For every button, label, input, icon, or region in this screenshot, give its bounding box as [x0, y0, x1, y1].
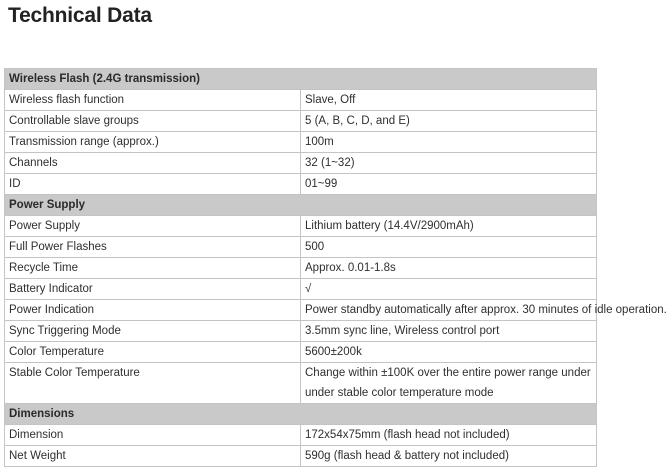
- spec-value: 5600±200k: [301, 342, 597, 363]
- table-row: [5, 363, 597, 404]
- spec-value: Approx. 0.01-1.8s: [301, 258, 597, 279]
- spec-value: Change within ±100K over the entire power range under under stable color temperature mode: [301, 363, 597, 404]
- section-header-power-supply: [5, 195, 597, 216]
- table-row: [5, 153, 597, 174]
- spec-value: 32 (1~32): [301, 153, 597, 174]
- section-header-dimensions: [5, 404, 597, 425]
- spec-value: Lithium battery (14.4V/2900mAh): [301, 216, 597, 237]
- spec-label: Net Weight: [5, 446, 301, 467]
- spec-value: 01~99: [301, 174, 597, 195]
- spec-label: Controllable slave groups: [5, 111, 301, 132]
- spec-label: Dimension: [5, 425, 301, 446]
- spec-value: 100m: [301, 132, 597, 153]
- spec-value: √: [301, 279, 597, 300]
- spec-label: Full Power Flashes: [5, 237, 301, 258]
- table-row: [5, 216, 597, 237]
- spec-value: 3.5mm sync line, Wireless control port: [301, 321, 597, 342]
- table-row: [5, 446, 597, 467]
- table-row: [5, 132, 597, 153]
- spec-value: Power standby automatically after approx. 30 minutes of idle operation.: [301, 300, 597, 321]
- spec-label: Sync Triggering Mode: [5, 321, 301, 342]
- section-header-wireless-flash: [5, 69, 597, 90]
- table-row: [5, 111, 597, 132]
- spec-label: Stable Color Temperature: [5, 363, 301, 404]
- spec-label: Battery Indicator: [5, 279, 301, 300]
- table-row: [5, 300, 597, 321]
- spec-label: Channels: [5, 153, 301, 174]
- section-heading: Wireless Flash (2.4G transmission): [5, 69, 597, 90]
- spec-value: 590g (flash head & battery not included): [301, 446, 597, 467]
- spec-label: Color Temperature: [5, 342, 301, 363]
- spec-label: Transmission range (approx.): [5, 132, 301, 153]
- table-row: [5, 342, 597, 363]
- page-title: Technical Data: [8, 4, 152, 27]
- spec-value: 500: [301, 237, 597, 258]
- table-row: [5, 237, 597, 258]
- table-row: [5, 279, 597, 300]
- table-row: [5, 425, 597, 446]
- table-row: [5, 258, 597, 279]
- spec-label: Recycle Time: [5, 258, 301, 279]
- technical-data-table: [4, 68, 667, 467]
- section-heading: Dimensions: [5, 404, 597, 425]
- table-row: [5, 174, 597, 195]
- spec-label: Power Supply: [5, 216, 301, 237]
- spec-label: ID: [5, 174, 301, 195]
- spec-value: Slave, Off: [301, 90, 597, 111]
- spec-value: 172x54x75mm (flash head not included): [301, 425, 597, 446]
- spec-label: Power Indication: [5, 300, 301, 321]
- spec-value: 5 (A, B, C, D, and E): [301, 111, 597, 132]
- table-row: [5, 321, 597, 342]
- section-heading: Power Supply: [5, 195, 597, 216]
- table-row: [5, 90, 597, 111]
- spec-label: Wireless flash function: [5, 90, 301, 111]
